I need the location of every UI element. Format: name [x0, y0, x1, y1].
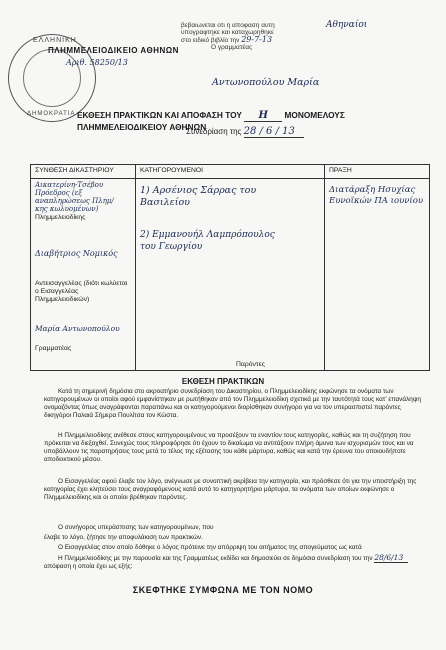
title-suffix: ΜΟΝΟΜΕΛΟΥΣ ΠΛΗΜΜΕΛΕΙΟΔΙΚΕΙΟΥ ΑΘΗΝΩΝ — [77, 110, 345, 132]
court-composition-cell — [31, 179, 136, 371]
stamp-case-number: Αριθ. 58250/13 — [66, 58, 128, 67]
parties-present-label: Παρόντες — [236, 361, 265, 368]
prosecutor-name: Διαβήτριος Νομικός — [35, 249, 118, 258]
paragraph-7-text: Η Πλημμελειοδίκης με την παρουσία και της Γραμματέως εκδίδει και δημοσιεύει σε δημόσια συνεδρίαση του την — [58, 555, 373, 562]
minutes-paragraph-5: έλαβε το λόγο, ζήτησε την αποφυλάκιση των πρακτικών. — [44, 534, 203, 541]
clerk-signature: Αντωνοπούλου Μαρία — [212, 77, 320, 88]
judge-name: Αικατερίνη-Τσέβου Πρόεδρος (εξ αναπληρώσεως Πλημ/κης κωλυομένων) — [35, 181, 114, 213]
accused-2: 2) Εμμανουήλ Λαμπρόπουλος του Γεωργίου — [140, 230, 275, 252]
prosecutor-label: Αντεισαγγελέας (διότι κωλύεται ο Εισαγγελέας Πλημμελειοδικών) — [35, 280, 128, 303]
accused-1: 1) Αρσένιος Σάρρας του Βασιλείου — [140, 185, 257, 208]
stamp-court-name: ΠΛΗΜΜΕΛΕΙΟΔΙΚΕΙΟ ΑΘΗΝΩΝ — [48, 46, 179, 55]
minutes-paragraph-1 — [44, 388, 428, 420]
cert-line-2: υπογραφτηκε και καταχωρηθηκε — [181, 29, 274, 36]
col-header-accused: ΚΑΤΗΓΟΡΟΥΜΕΝΟΙ — [136, 165, 325, 179]
session-date: 28 / 6 / 13 — [244, 126, 304, 138]
act-description: Διατάραξη Ησυχίας Ευνοϊκών ΠΑ ιουνίου — [329, 185, 424, 206]
session-line — [186, 126, 304, 138]
top-right-handwriting: Αθηναίοι — [326, 20, 368, 30]
certification-note — [181, 22, 301, 51]
minutes-paragraph-2 — [44, 432, 428, 464]
minutes-paragraph-7 — [44, 554, 428, 571]
paragraph-7-end: απόφαση η οποία έχει ως εξής: — [44, 563, 133, 570]
cert-line-3-text: στο ειδικό βιβλίο την — [181, 37, 240, 44]
cert-line-3 — [181, 36, 301, 44]
act-cell — [325, 179, 430, 371]
paragraph-1-text: Κατά τη σημερινή δημόσια στο ακροατήριο συνεδρίαση του Δικαστηρίου, ο Πλημμελειοδίκης εκφώνησε τα ονόματα των κατηγορουμένων οι οποίοι αφού εμφανίστηκαν με ρωτήθηκαν από τον Πλημμελειοδίκη σχετικά με την ταυτότητά τους κατ' επανάληψη ονομαζόντας όπως αναγράφονται παραπάνω και οι κατηγορούμενοι διορίσθηκαν συνήγορο για να τον υπερασπιστεί παρόντες δικηγόροι Παλαιά Σήμερα Πουλίτσα τον Κώστα. — [44, 388, 421, 419]
publication-date: 28/6/13 — [374, 554, 408, 563]
minutes-paragraph-6: Ο Εισαγγελέας στον οποίο δόθηκε ο λόγος πρότεινε την απόρριψη του αιτήματος της απογεύματος ως κατά — [58, 544, 362, 551]
judge-label: Πλημμελειοδίκης — [35, 214, 86, 221]
session-label: Συνεδρίαση της — [186, 127, 242, 136]
cert-line-1: βεβαιωνεται οτι η αποφαση αυτη — [181, 22, 275, 29]
col-header-act: ΠΡΑΞΗ — [325, 165, 430, 179]
title-prefix: ΕΚΘΕΣΗ ΠΡΑΚΤΙΚΩΝ ΚΑΙ ΑΠΟΦΑΣΗ ΤΟΥ — [77, 110, 242, 120]
paragraph-3-text: Ο Εισαγγελέας αφού έλαβε τον λόγο, ανέγνωσε με συνοπτική ακρίβεια την κατηγορία, και πρόσθεσε ότι για την υποστήριξη της κατηγορίας έχει κλητεύσει τους αναγραφόμενους κατά αυτό το κατηγορητήριο μάρτυρα, τα ονόματα των οποίων εκφώνησε ο Πλημμελειοδίκης και οι οποίοι βρέθηκαν παρόντες. — [44, 478, 417, 501]
cert-line-4: Ο γραμματέας — [211, 44, 253, 51]
case-table — [30, 164, 430, 371]
closing-statement: ΣΚΕΦΤΗΚΕ ΣΥΜΦΩΝΑ ΜΕ ΤΟΝ ΝΟΜΟ — [132, 585, 314, 595]
minutes-paragraph-3 — [44, 478, 428, 502]
cert-date: 29-7-13 — [241, 35, 273, 44]
seal-ring-bottom: ΔΗΜΟΚΡΑΤΙΑ — [27, 111, 76, 117]
clerk-label: Γραμματέας — [35, 345, 72, 352]
paragraph-2-text: Η Πλημμελειοδίκης ανέθεσε στους κατηγορουμένους να προσέξουν τα εναντίον τους κατηγορίες, καθώς και τη συζήτηση που πρόκειται να διεξαχθεί. Συνεχώς τους πληροφόρησε ότι έχουν το δικαίωμα να αντιτάξουν πλήρη άμυνα των ισχυρισμών τους και να υποβάλλουν τις παρατηρήσεις τους μετά το τέλος της εξέτασης του κάθε μάρτυρα, καθώς και κατά την έρευνα του οποιουδήποτε αποδεικτικού μέσου. — [44, 432, 414, 463]
minutes-heading: ΕΚΘΕΣΗ ΠΡΑΚΤΙΚΩΝ — [181, 377, 265, 386]
accused-cell — [136, 179, 325, 371]
clerk-name: Μαρία Αντωνοπούλου — [35, 324, 120, 333]
seal-ring-top: ΕΛΛΗΝΙΚΗ — [33, 37, 77, 44]
minutes-paragraph-4: Ο συνήγορος υπεράσπισης των κατηγορουμένων, που — [58, 524, 214, 531]
col-header-court: ΣΥΝΘΕΣΗ ΔΙΚΑΣΤΗΡΙΟΥ — [31, 165, 136, 179]
title-handwritten-number: Η — [244, 110, 282, 122]
